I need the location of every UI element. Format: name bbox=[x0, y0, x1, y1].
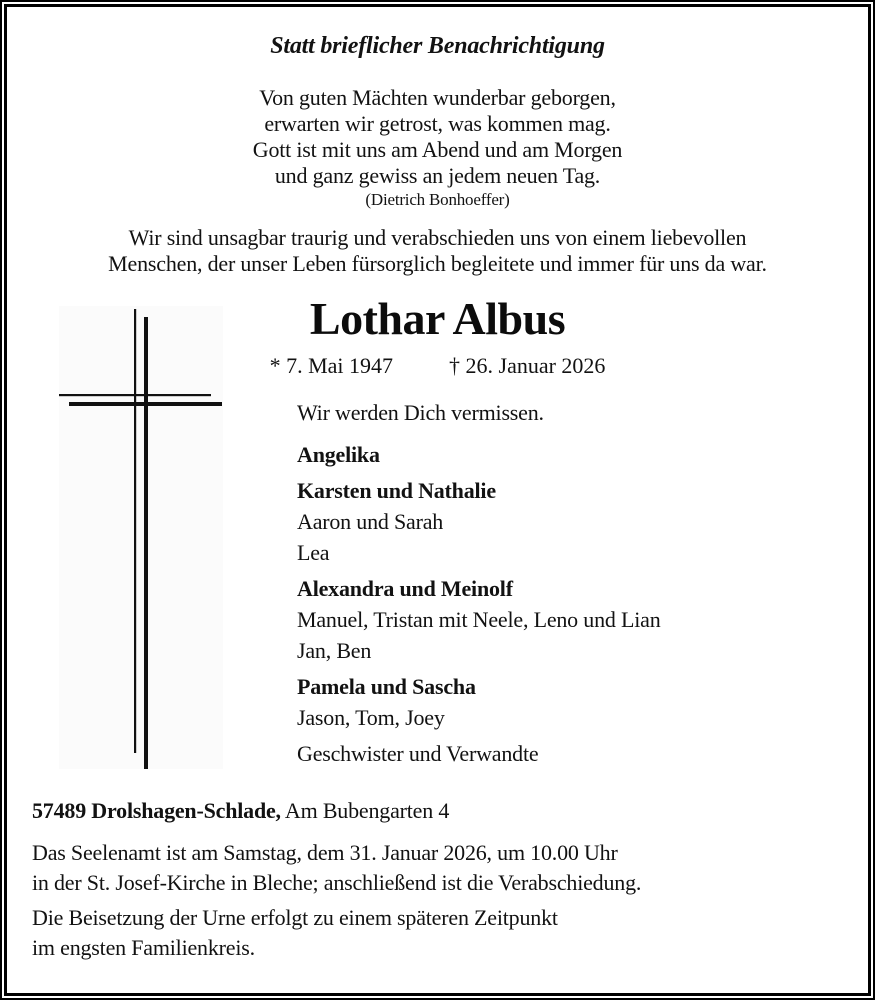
mourner-line: Jason, Tom, Joey bbox=[297, 705, 445, 730]
service-line: in der St. Josef-Kirche in Bleche; anschließend ist die Verabschiedung. bbox=[32, 870, 642, 895]
address-line bbox=[32, 796, 641, 826]
life-dates bbox=[7, 353, 868, 379]
poem-line: Gott ist mit uns am Abend und am Morgen bbox=[252, 137, 623, 162]
intro-line: Menschen, der unser Leben fürsorglich begleitete und immer für uns da war. bbox=[108, 251, 767, 276]
motto-title: Statt brieflicher Benachrichtigung bbox=[270, 33, 605, 59]
burial-info bbox=[32, 903, 641, 963]
death-date: † 26. Januar 2026 bbox=[449, 353, 606, 378]
mourner-line: Manuel, Tristan mit Neele, Leno und Lian bbox=[297, 607, 661, 632]
service-line: Das Seelenamt ist am Samstag, dem 31. Januar 2026, um 10.00 Uhr bbox=[32, 840, 618, 865]
mourner-line: Jan, Ben bbox=[297, 638, 372, 663]
mourner-line: Geschwister und Verwandte bbox=[297, 741, 539, 766]
birth-date: * 7. Mai 1947 bbox=[269, 353, 394, 378]
burial-line: im engsten Familienkreis. bbox=[32, 935, 255, 960]
mourner-line: Alexandra und Meinolf bbox=[297, 576, 513, 601]
deceased-name: Lothar Albus bbox=[309, 293, 566, 344]
mourner-line: Angelika bbox=[297, 442, 380, 467]
farewell-text: Wir werden Dich vermissen. bbox=[297, 400, 544, 425]
poem-attribution: (Dietrich Bonhoeffer) bbox=[365, 190, 510, 209]
mourner-line: Aaron und Sarah bbox=[297, 509, 444, 534]
obituary-frame bbox=[4, 4, 871, 996]
mourners-section bbox=[297, 399, 661, 769]
intro-line: Wir sind unsagbar traurig und verabschieden uns von einem liebevollen bbox=[128, 225, 747, 250]
mourner-line: Lea bbox=[297, 540, 330, 565]
poem-line: Von guten Mächten wunderbar geborgen, bbox=[259, 85, 616, 110]
address-city: 57489 Drolshagen-Schlade, bbox=[32, 798, 281, 823]
poem bbox=[7, 85, 868, 211]
burial-line: Die Beisetzung der Urne erfolgt zu einem späteren Zeitpunkt bbox=[32, 905, 558, 930]
mourner-line: Pamela und Sascha bbox=[297, 674, 476, 699]
mourner-line: Karsten und Nathalie bbox=[297, 478, 496, 503]
funeral-details bbox=[32, 796, 641, 963]
address-street: Am Bubengarten 4 bbox=[280, 798, 450, 823]
service-info bbox=[32, 838, 641, 898]
mourners-list bbox=[297, 439, 661, 769]
poem-line: erwarten wir getrost, was kommen mag. bbox=[264, 111, 611, 136]
poem-line: und ganz gewiss an jedem neuen Tag. bbox=[274, 163, 601, 188]
intro-text bbox=[7, 225, 868, 277]
